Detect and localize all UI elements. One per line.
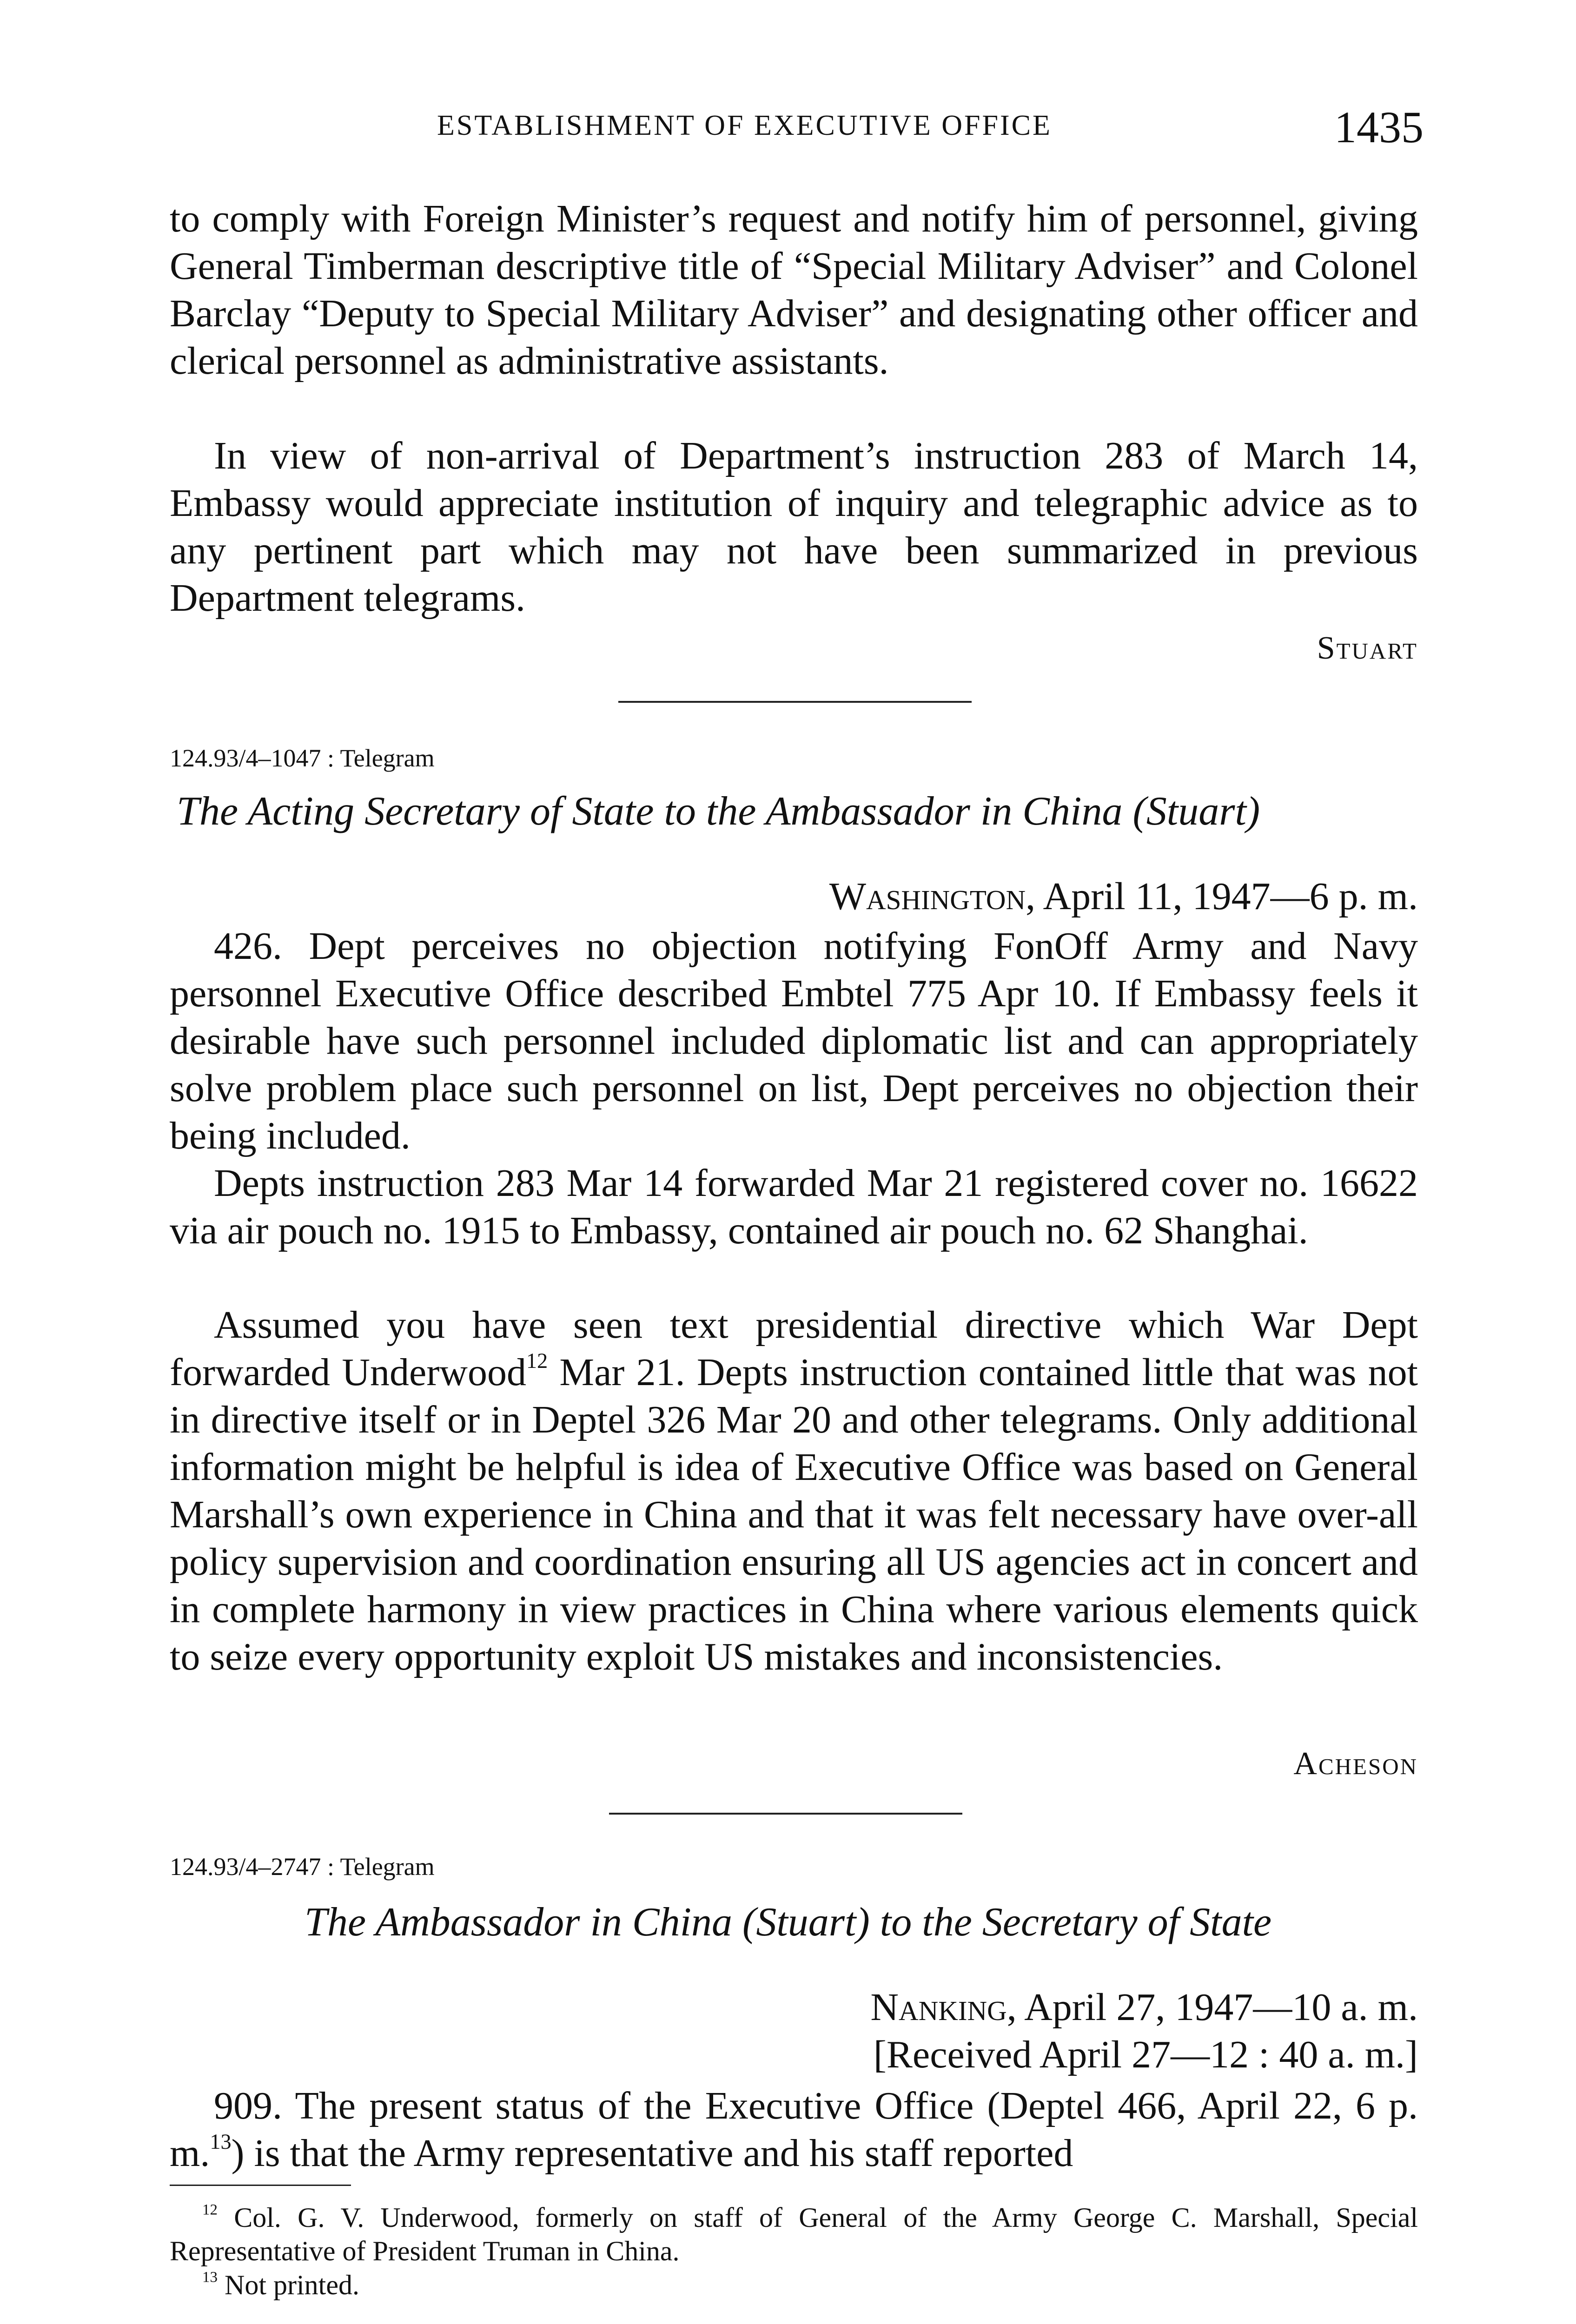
section-divider	[609, 1813, 962, 1815]
paragraph	[170, 2082, 1418, 2177]
section-divider	[618, 701, 972, 703]
signature: Stuart	[1317, 630, 1418, 666]
dateline-place: Nanking	[870, 1986, 1007, 2029]
footnote	[170, 2201, 1418, 2268]
paragraph	[170, 1301, 1418, 1681]
paragraph-text: 909. The present status of the Executive Office (Deptel 466, April 22, 6 p. m.	[170, 2084, 1418, 2175]
paragraph: In view of non-arrival of Department’s instruction 283 of March 14, Embassy would appreciate institution of inquiry and telegraphic advice as to any pertinent part which may not have been summarized in previous Department telegrams.	[170, 434, 1418, 620]
dateline	[829, 874, 1418, 919]
footnote-number: 13	[202, 2269, 218, 2286]
paragraph-text: Assumed you have seen text presidential directive which War Dept forwarded Underwood	[170, 1303, 1418, 1394]
footnote	[170, 2268, 1418, 2302]
file-reference: 124.93/4–2747 : Telegram	[170, 1853, 435, 1881]
document-title: The Acting Secretary of State to the Ambassador in China (Stuart)	[177, 789, 1260, 834]
footnote-ref: 12	[526, 1349, 548, 1373]
footnote-ref: 13	[210, 2130, 232, 2154]
paragraph: to comply with Foreign Minister’s request and notify him of personnel, giving General Timberman descriptive title of “Special Military Adviser” and Colonel Barclay “Deputy to Special Military Adviser” and designating other officer and clerical personnel as administrative assistants.	[170, 197, 1418, 383]
received-line: [Received April 27—12 : 40 a. m.]	[873, 2033, 1418, 2076]
signature: Acheson	[1293, 1746, 1418, 1782]
paragraph-text: Mar 21. Depts instruction contained little that was not in directive itself or in Deptel 326 Mar 20 and other telegrams. Only additional information might be helpful is idea of Executive Office was based on General Marshall’s own experience in China and that it was felt necessary have over-all policy supervision and coordination ensuring all US agencies act in concert and in complete harmony in view practices in China where various elements quick to seize every opportunity exploit US mistakes and inconsistencies.	[170, 1351, 1418, 1678]
dateline-date: , April 27, 1947—10 a. m.	[1007, 1986, 1418, 2029]
footnote-number: 12	[202, 2201, 218, 2218]
footnote-divider	[170, 2185, 351, 2186]
paragraph: 426. Dept perceives no objection notifying FonOff Army and Navy personnel Executive Office described Embtel 775 Apr 10. If Embassy feels it desirable have such personnel included diplomatic list and can appropriately solve problem place such personnel on list, Dept perceives no objection their being included.	[170, 924, 1418, 1157]
page-number: 1435	[1334, 102, 1424, 152]
dateline-place: Washington	[829, 875, 1026, 918]
document-title: The Ambassador in China (Stuart) to the Secretary of State	[305, 1900, 1272, 1945]
running-head: ESTABLISHMENT OF EXECUTIVE OFFICE	[437, 110, 1052, 141]
dateline-date: , April 11, 1947—6 p. m.	[1026, 875, 1418, 918]
file-reference: 124.93/4–1047 : Telegram	[170, 744, 435, 772]
paragraph: Depts instruction 283 Mar 14 forwarded Mar 21 registered cover no. 16622 via air pouch no. 1915 to Embassy, contained air pouch no. 62 Shanghai.	[170, 1162, 1418, 1252]
footnote-text: Not printed.	[218, 2270, 359, 2300]
paragraph-text: ) is that the Army representative and his staff reported	[231, 2132, 1073, 2175]
footnote-text: Col. G. V. Underwood, formerly on staff of General of the Army George C. Marshall, Special Representative of President Truman in China.	[170, 2202, 1418, 2266]
dateline	[870, 1985, 1418, 2030]
